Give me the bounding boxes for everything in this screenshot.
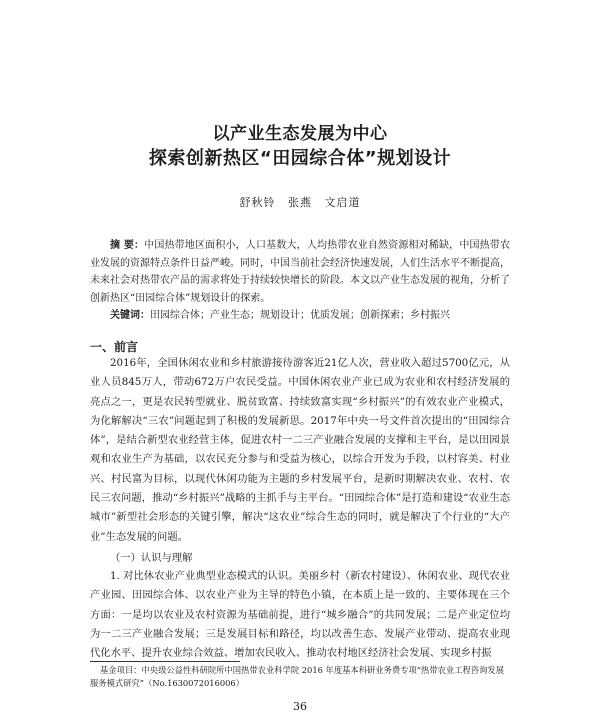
keywords-text: 田园综合体；产业生态；规划设计；优质发展；创新探索；乡村振兴	[150, 310, 450, 321]
keywords	[90, 307, 510, 325]
footnote-divider	[90, 661, 240, 662]
introduction-paragraph: 2016年，全国休闲农业和乡村旅游接待游客近21亿人次，营业收入超过5700亿元，从业人员845万人，带动672万户农民受益。中国休闲农业产业已成为农业和农村经济发展的亮点之一，更是农民转型就业、脱贫致富、持续致富实现“乡村振兴”的有效农业产业模式，为化解解决“三农”问题起到了积极的发展新思。2017年中央一号文件首次提出的“田园综合体”，是结合新型农业经营主体，促进农村一二三产业融合发展的支撑和主平台，是以田园景观和农业生产为基础，以农民充分参与和受益为核心，以综合开发为手段，以村容美、村业兴、村民富为目标，以现代休闲功能为主题的乡村发展平台，是新时期解决农业、农村、农民三农问题，推动“乡村振兴”战略的主抓手与主平台。“田园综合体”是打造和建设“农业生态城市”新型社会形态的关键引擎，解决“这农业”综合生态的同时，就是解决了个行业的“大产业”生态发展的问题。	[90, 357, 510, 543]
abstract-block	[90, 237, 510, 325]
title-line-1: 以产业生态发展为中心	[212, 124, 388, 144]
keywords-label: 关键词：	[110, 310, 150, 321]
understanding-body	[90, 567, 510, 663]
authors: 舒秋铃 张燕 文启道	[239, 196, 361, 209]
footnote: 基金项目：中央级公益性科研院所中国热带农业科学院 2016 年度基本科研业务费专项“热带农业工程咨询发展服务模式研究”（No.1630072016006）	[90, 665, 504, 688]
abstract-text: 中国热带地区面积小，人口基数大，人均热带农业自然资源相对稀缺，中国热带农业发展的资源特点条件日益严峻。同时，中国当前社会经济快速发展，人们生活水平不断提高，未来社会对热带农产品的需求将处于持续较快增长的阶段。本文以产业生态发展的视角，分析了创新热区“田园综合体”规划设计的探索。	[90, 240, 511, 304]
introduction-body	[90, 354, 510, 547]
understanding-paragraph: 1. 对比休农业产业典型业态模式的认识。美丽乡村（新农村建设）、休闲农业、现代农业产业园、田园综合体、以农业产业为主导的特色小镇，在本质上是一致的、主要体现在三个方面：一是均以农业及农村资源为基础前提，进行“城乡融合”的共同发展；二是产业定位均为一二三产业融合发展；三是发展目标和路径，均以改善生态、发展产业带动、提高农业现代化水平、提升农业综合效益、增加农民收入、推动农村地区经济社会发展、实现乡村振	[90, 570, 510, 660]
abstract	[90, 237, 510, 307]
title-line-2: 探索创新热区“田园综合体”规划设计	[148, 148, 452, 169]
page-number: 36	[293, 700, 307, 713]
abstract-label: 摘 要：	[110, 240, 145, 251]
subsection-heading-understanding: （一）认识与理解	[110, 552, 193, 564]
section-heading-introduction: 一、前言	[90, 340, 139, 354]
